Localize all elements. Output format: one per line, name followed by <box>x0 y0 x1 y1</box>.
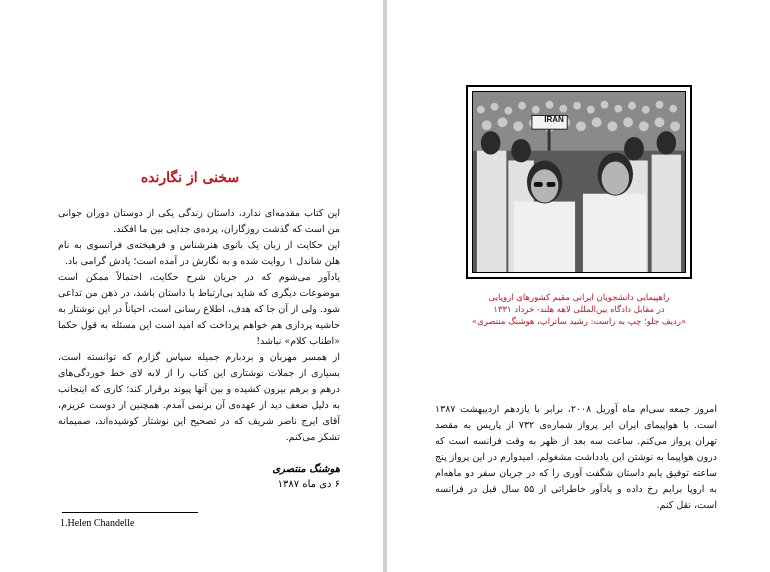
footnote: 1.Helen Chandelle <box>60 518 135 529</box>
caption-line-2: در مقابل دادگاه بین‌المللی لاهه هلند- خرداد ۱۳۳۱ <box>493 305 665 315</box>
journal-entry-text: امروز جمعه سی‌ام ماه آوریل ۲۰۰۸، برابر با یازدهم اردیبهشت ۱۳۸۷ است. با هواپیمای ایران ایر پرواز شماره‌ی ۷۳۲ از پاریس به مقصد تهران پرواز می‌کنم. ساعت سه بعد از ظهر به وقت فرانسه است که درون هواپیما به نوشتن این یادداشت مشغولم. امیدوارم در این پرواز پنج ساعته توفیق یابم داستان شگفت آوری را که در جریان سفر دو ماهه‌ام به اروپا برایم رخ داده و یادآور خاطراتی از ۵۵ سال قبل در فرانسه است، نقل کنم. <box>435 404 717 511</box>
caption-line-1: راهپیمایی دانشجویان ایرانی مقیم کشورهای اروپایی <box>488 293 670 303</box>
photo-caption <box>457 292 701 328</box>
author-signature <box>58 462 340 492</box>
preface-paragraph-4: از همسر مهربان و بردبارم جمیله سپاس گزارم که توانسته است، بسیاری از جملات نوشتاری این کتاب را از لابه لای خط خوردگی‌های درهم و برهم بیرون کشیده و بین آنها پیوند برقرار کند؛ کاری که اینجانب به دلیل ضعف دید از عهده‌ی آن برنمی آمدم. همچنین از دوست عزیزم، آقای ایرج ناصر شریف که در تصحیح این نوشتار کوشیده‌اند، صمیمانه تشکر می‌کنم. <box>58 352 340 443</box>
photo-sign-label: IRAN <box>544 115 564 124</box>
left-page <box>0 0 383 572</box>
protest-photo <box>472 91 686 273</box>
protest-photo-drawing <box>473 92 685 272</box>
preface-text <box>58 206 340 446</box>
photo-frame <box>466 85 692 279</box>
page-title: سخنی از نگارنده <box>140 170 240 186</box>
preface-paragraph-1: این کتاب مقدمه‌ای ندارد، داستان زندگی یکی از دوستان دوران جوانی من است که گذشت روزگاران، پرده‌ی جدایی بین ما افکند. <box>58 208 340 235</box>
footnote-divider <box>62 512 198 513</box>
preface-paragraph-2: این حکایت از زبان یک بانوی هنرشناس و فرهیخته‌ی فرانسوی به نام هلن شاندل ۱ روایت شده و به نگارش در آمده است؛ یادش گرامی باد. <box>58 240 340 267</box>
author-date: ۶ دی ماه ۱۳۸۷ <box>277 479 340 490</box>
right-page <box>387 0 770 572</box>
caption-line-3: «ردیف جلو؛ چپ به راست: رشید ساتراپ، هوشنگ منتصری» <box>471 317 687 327</box>
preface-paragraph-3: یادآور می‌شوم که در جریان شرح حکایت، احتمالاً ممکن است موضوعات دیگری که شاید بی‌ارتباط با داستان باشد، در ذهن من تداعی شود. ولی از آن جا که هدف، اطلاع رسانی است، احیاناً در این نوشتار به حاشیه پردازی هم خواهم پرداخت که امید است این مسئله به قول حکما «اطناب کلام» نباشد! <box>58 272 340 347</box>
author-name: هوشنگ منتصری <box>272 464 340 475</box>
